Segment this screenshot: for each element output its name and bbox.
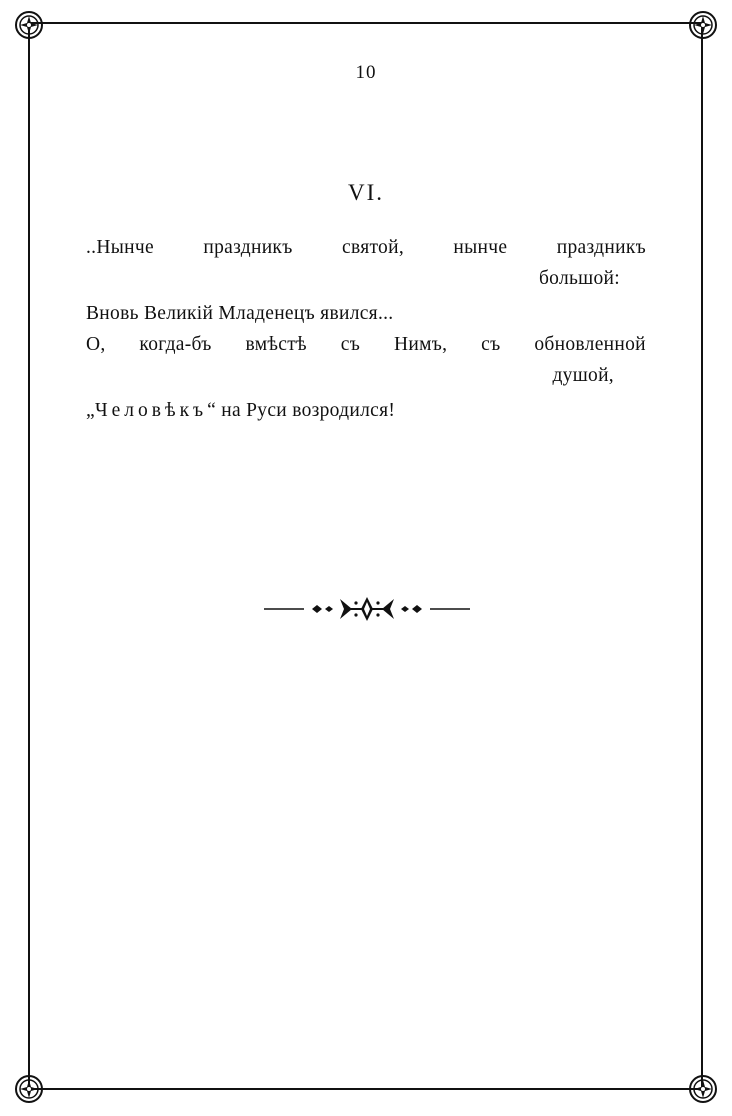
poem-word: когда-бъ <box>139 334 212 355</box>
poem-word: Нимъ, <box>393 334 448 355</box>
poem-line-1 <box>86 232 646 263</box>
poem-word: праздникъ <box>556 237 646 258</box>
poem-word: съ <box>340 334 361 355</box>
poem-line-3-continuation: душой, <box>552 365 614 386</box>
poem-word: съ <box>481 334 501 355</box>
poem-word: О, <box>86 334 106 355</box>
poem-word: нынче <box>453 237 508 258</box>
corner-rosette-icon <box>14 1074 44 1104</box>
poem-body <box>86 232 646 426</box>
poem-line-1-continuation: большой: <box>538 268 620 289</box>
poem-line-4-rest: на Руси возродился! <box>216 400 396 421</box>
closing-quote: “ <box>207 400 217 421</box>
poem-word: святой, <box>342 237 404 258</box>
poem-word: ..Нынче <box>86 237 154 258</box>
frame-top-border <box>30 22 702 24</box>
floral-divider-icon <box>262 594 472 624</box>
corner-rosette-icon <box>688 1074 718 1104</box>
emphasized-word: Человѣкъ <box>94 400 208 421</box>
poem-word: вмѣстѣ <box>245 334 307 355</box>
poem-line-2: Вновь Великій Младенецъ явился... <box>86 303 394 324</box>
poem-word: обновленной <box>534 334 646 355</box>
opening-quote: „ <box>86 400 95 421</box>
page-number: 10 <box>355 62 377 83</box>
section-title: VI. <box>347 180 385 205</box>
poem-line-3 <box>86 329 646 360</box>
poem-word: праздникъ <box>203 237 293 258</box>
corner-rosette-icon <box>688 10 718 40</box>
frame-bottom-border <box>30 1088 702 1090</box>
poem-line-4 <box>86 395 646 426</box>
corner-rosette-icon <box>14 10 44 40</box>
